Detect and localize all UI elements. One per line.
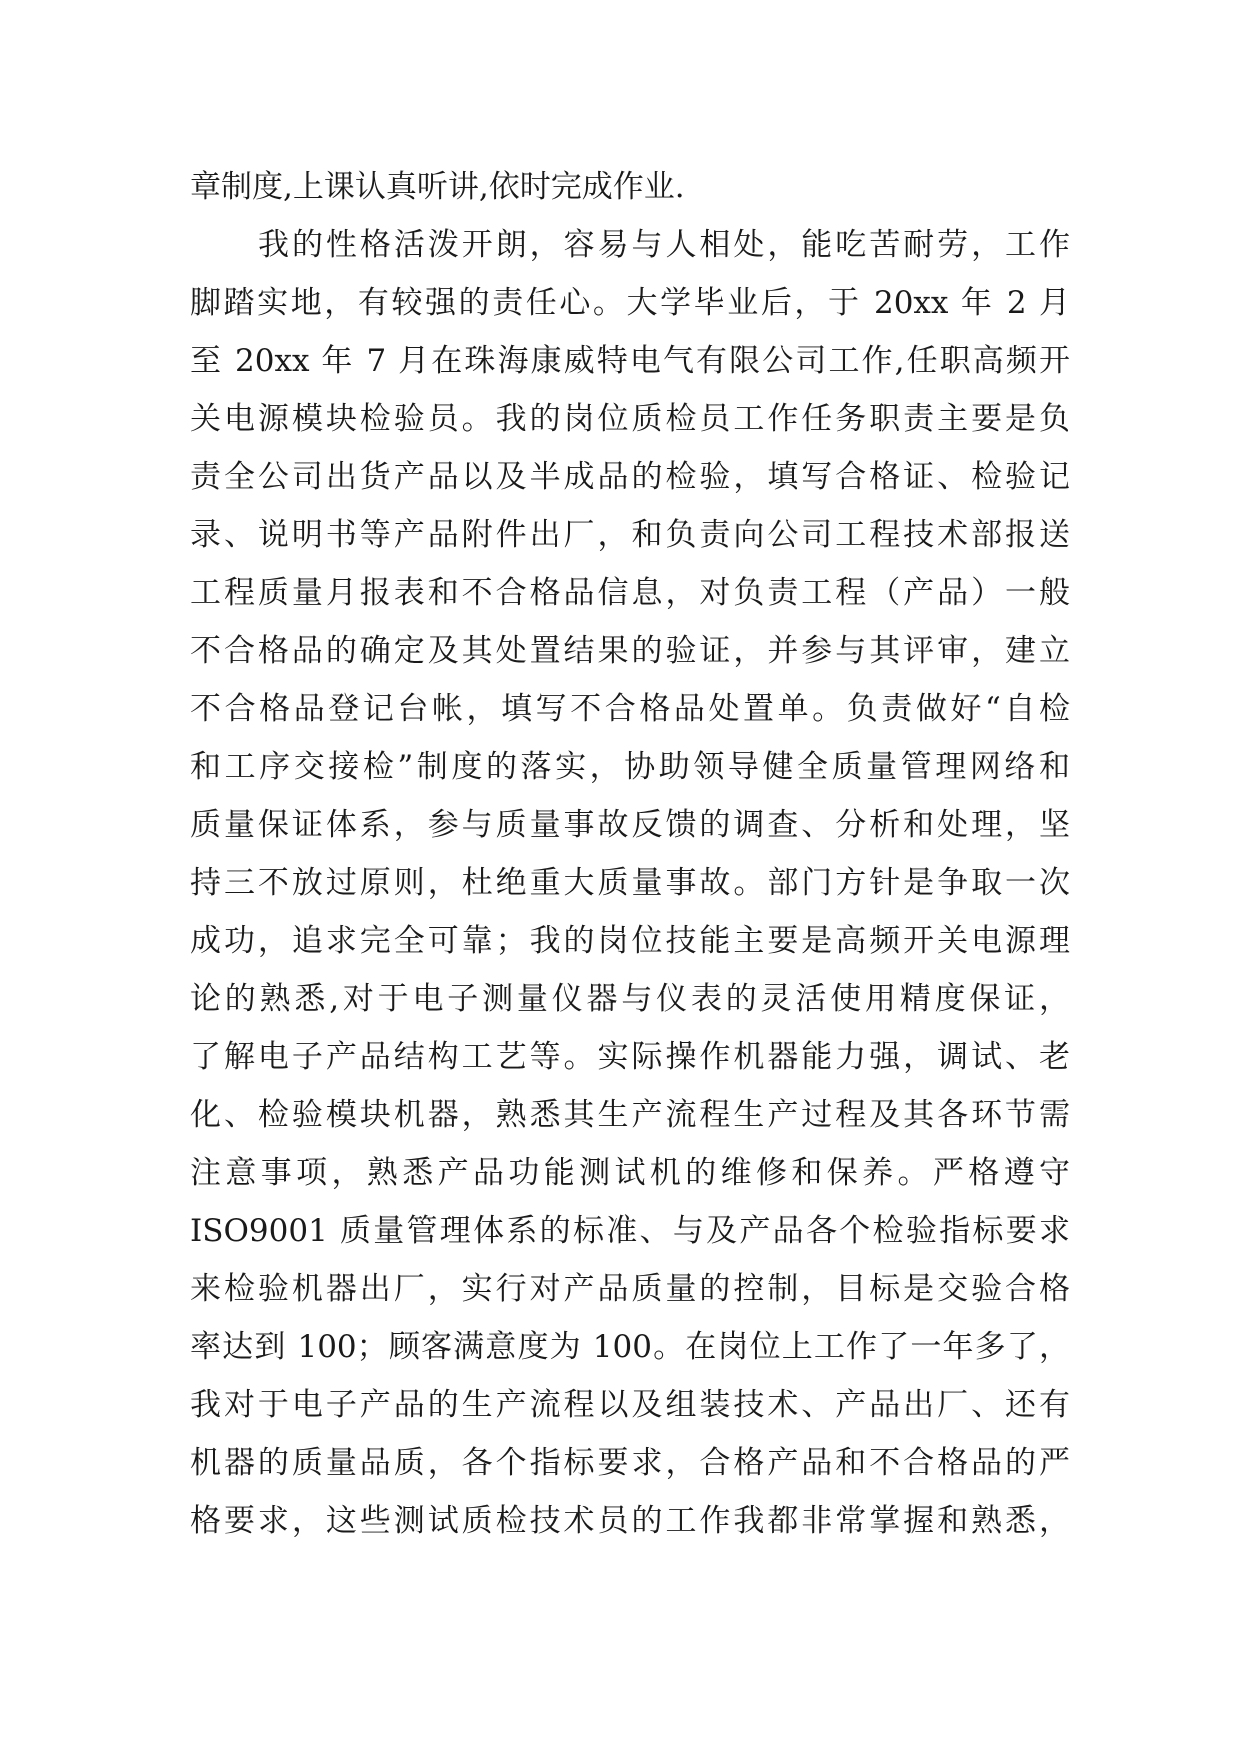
body-text xyxy=(190,158,1070,1550)
text-line: 不合格品登记台帐，填写不合格品处置单。负责做好“自检 xyxy=(190,691,1070,727)
text-line: 化、检验模块机器，熟悉其生产流程生产过程及其各环节需 xyxy=(190,1097,1070,1133)
text-line: 了解电子产品结构工艺等。实际操作机器能力强，调试、老 xyxy=(190,1039,1070,1075)
text-line: 至 20xx 年 7 月在珠海康威特电气有限公司工作,任职高频开 xyxy=(190,343,1070,379)
text-line: 机器的质量品质，各个指标要求，合格产品和不合格品的严 xyxy=(190,1445,1070,1481)
text-line: 关电源模块检验员。我的岗位质检员工作任务职责主要是负 xyxy=(190,401,1070,437)
text-line: 格要求，这些测试质检技术员的工作我都非常掌握和熟悉， xyxy=(190,1503,1070,1539)
text-line: 注意事项，熟悉产品功能测试机的维修和保养。严格遵守 xyxy=(190,1155,1070,1191)
text-line: 脚踏实地，有较强的责任心。大学毕业后，于 20xx 年 2 月 xyxy=(190,285,1070,321)
text-line: 责全公司出货产品以及半成品的检验，填写合格证、检验记 xyxy=(190,459,1070,495)
text-line: 论的熟悉,对于电子测量仪器与仪表的灵活使用精度保证， xyxy=(190,981,1070,1017)
text-line: 我对于电子产品的生产流程以及组装技术、产品出厂、还有 xyxy=(190,1387,1070,1423)
text-line: 持三不放过原则，杜绝重大质量事故。部门方针是争取一次 xyxy=(190,865,1070,901)
text-line: 来检验机器出厂，实行对产品质量的控制，目标是交验合格 xyxy=(190,1271,1070,1307)
text-line: ISO9001 质量管理体系的标准、与及产品各个检验指标要求 xyxy=(190,1213,1070,1249)
paragraph-first-line: 我的性格活泼开朗，容易与人相处，能吃苦耐劳，工作 xyxy=(258,227,1070,263)
text-line: 录、说明书等产品附件出厂，和负责向公司工程技术部报送 xyxy=(190,517,1070,553)
text-line: 率达到 100；顾客满意度为 100。在岗位上工作了一年多了， xyxy=(190,1329,1070,1365)
text-line: 不合格品的确定及其处置结果的验证，并参与其评审，建立 xyxy=(190,633,1070,669)
text-line: 成功，追求完全可靠；我的岗位技能主要是高频开关电源理 xyxy=(190,923,1070,959)
text-line: 工程质量月报表和不合格品信息，对负责工程（产品）一般 xyxy=(190,575,1070,611)
text-line: 和工序交接检”制度的落实，协助领导健全质量管理网络和 xyxy=(190,749,1070,785)
text-line: 章制度,上课认真听讲,依时完成作业. xyxy=(190,169,685,205)
text-line: 质量保证体系，参与质量事故反馈的调查、分析和处理，坚 xyxy=(190,807,1070,843)
